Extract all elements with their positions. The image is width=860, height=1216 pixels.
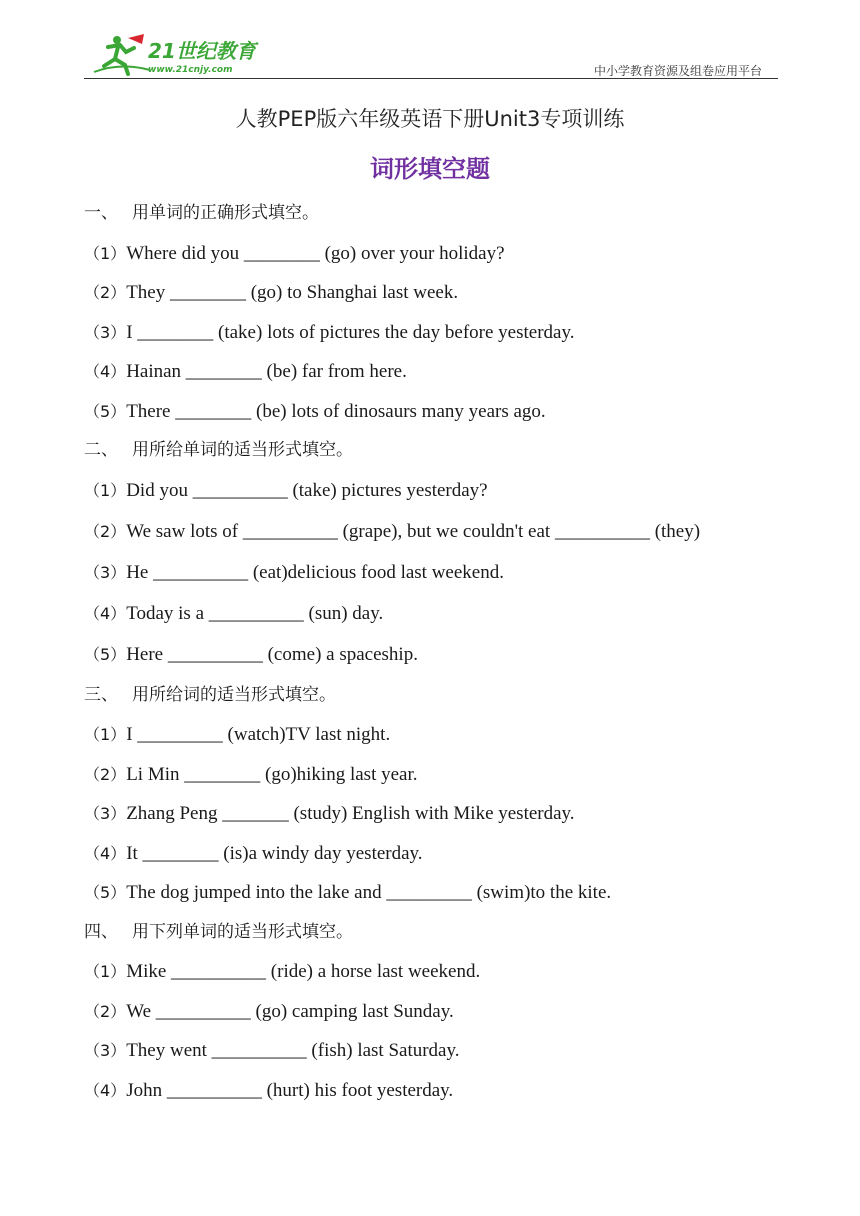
svg-text:www.21cnjy.com: www.21cnjy.com: [148, 65, 233, 75]
section-heading: [84, 198, 784, 238]
question-item: [84, 238, 784, 278]
page-header: [84, 30, 778, 82]
question-number: （4）: [84, 362, 127, 381]
question-item: [84, 1075, 784, 1115]
question-number: （2）: [84, 1001, 127, 1021]
question-item: [84, 759, 784, 799]
question-number: （5）: [84, 883, 127, 902]
section-heading: [84, 680, 784, 720]
question-number: （3）: [84, 804, 127, 823]
section-number: 二、: [84, 440, 118, 460]
section-number: 四、: [84, 921, 118, 942]
question-number: （5）: [84, 644, 127, 664]
question-text: Here __________ (come) a spaceship.: [126, 643, 418, 665]
section-instruction: 用单词的正确形式填空。: [132, 203, 319, 223]
question-number: （5）: [84, 401, 127, 421]
question-text: Where did you ________ (go) over your holiday?: [126, 242, 505, 264]
question-text: Hainan ________ (be) far from here.: [126, 361, 407, 382]
question-text: Today is a __________ (sun) day.: [126, 602, 384, 624]
question-item: [84, 475, 784, 516]
question-item: [84, 396, 784, 436]
question-text: I ________ (take) lots of pictures the day before yesterday.: [126, 321, 575, 343]
question-text: They ________ (go) to Shanghai last week.: [126, 282, 459, 303]
section-instruction: 用所给单词的适当形式填空。: [132, 440, 353, 460]
question-text: They went __________ (fish) last Saturday.: [126, 1040, 460, 1061]
page-title: 人教PEP版六年级英语下册Unit3专项训练: [235, 107, 625, 131]
question-text: It ________ (is)a windy day yesterday.: [126, 842, 423, 864]
question-text: He __________ (eat)delicious food last weekend.: [126, 561, 504, 583]
question-number: （1）: [84, 243, 127, 263]
section-instruction: 用下列单词的适当形式填空。: [132, 921, 353, 942]
question-number: （1）: [84, 725, 127, 744]
question-item: [84, 798, 784, 838]
question-number: （4）: [84, 843, 127, 863]
question-text: The dog jumped into the lake and _________ (swim)to the kite.: [126, 882, 612, 903]
question-item: [84, 719, 784, 759]
question-text: There ________ (be) lots of dinosaurs many years ago.: [126, 400, 546, 422]
question-item: [84, 838, 784, 878]
question-number: （2）: [84, 521, 127, 541]
section-number: 三、: [84, 684, 118, 705]
question-item: [84, 356, 784, 396]
21cnjy-logo: [90, 34, 260, 76]
question-text: Zhang Peng _______ (study) English with Mike yesterday.: [126, 803, 575, 824]
platform-label: 中小学教育资源及组卷应用平台: [593, 64, 762, 78]
question-item: [84, 516, 784, 557]
question-text: We __________ (go) camping last Sunday.: [126, 1000, 454, 1022]
question-number: （2）: [84, 764, 127, 784]
section-heading: [84, 917, 784, 957]
question-text: We saw lots of __________ (grape), but we couldn't eat __________ (they): [126, 520, 701, 542]
question-text: I _________ (watch)TV last night.: [126, 724, 391, 745]
question-item: [84, 639, 784, 680]
header-rule: [84, 78, 778, 79]
question-item: [84, 557, 784, 598]
exercise-content: [84, 198, 784, 1114]
question-item: [84, 277, 784, 317]
question-text: Did you __________ (take) pictures yesterday?: [126, 479, 488, 501]
question-number: （2）: [84, 283, 127, 302]
question-number: （1）: [84, 480, 127, 500]
question-item: [84, 996, 784, 1036]
svg-text:21世纪教育: 21世纪教育: [148, 39, 256, 63]
question-number: （1）: [84, 962, 127, 981]
question-number: （3）: [84, 1041, 127, 1060]
question-item: [84, 317, 784, 357]
question-item: [84, 877, 784, 917]
question-number: （4）: [84, 603, 127, 623]
question-text: Mike __________ (ride) a horse last weekend.: [126, 961, 481, 982]
question-item: [84, 598, 784, 639]
page-subtitle: 词形填空题: [370, 155, 490, 183]
question-item: [84, 1035, 784, 1075]
section-number: 一、: [84, 203, 118, 223]
question-item: [84, 956, 784, 996]
question-number: （4）: [84, 1080, 127, 1100]
question-text: Li Min ________ (go)hiking last year.: [126, 763, 418, 785]
section-heading: [84, 435, 784, 475]
question-number: （3）: [84, 562, 127, 582]
question-number: （3）: [84, 322, 127, 342]
section-instruction: 用所给词的适当形式填空。: [132, 684, 336, 705]
question-text: John __________ (hurt) his foot yesterday.: [126, 1079, 454, 1101]
